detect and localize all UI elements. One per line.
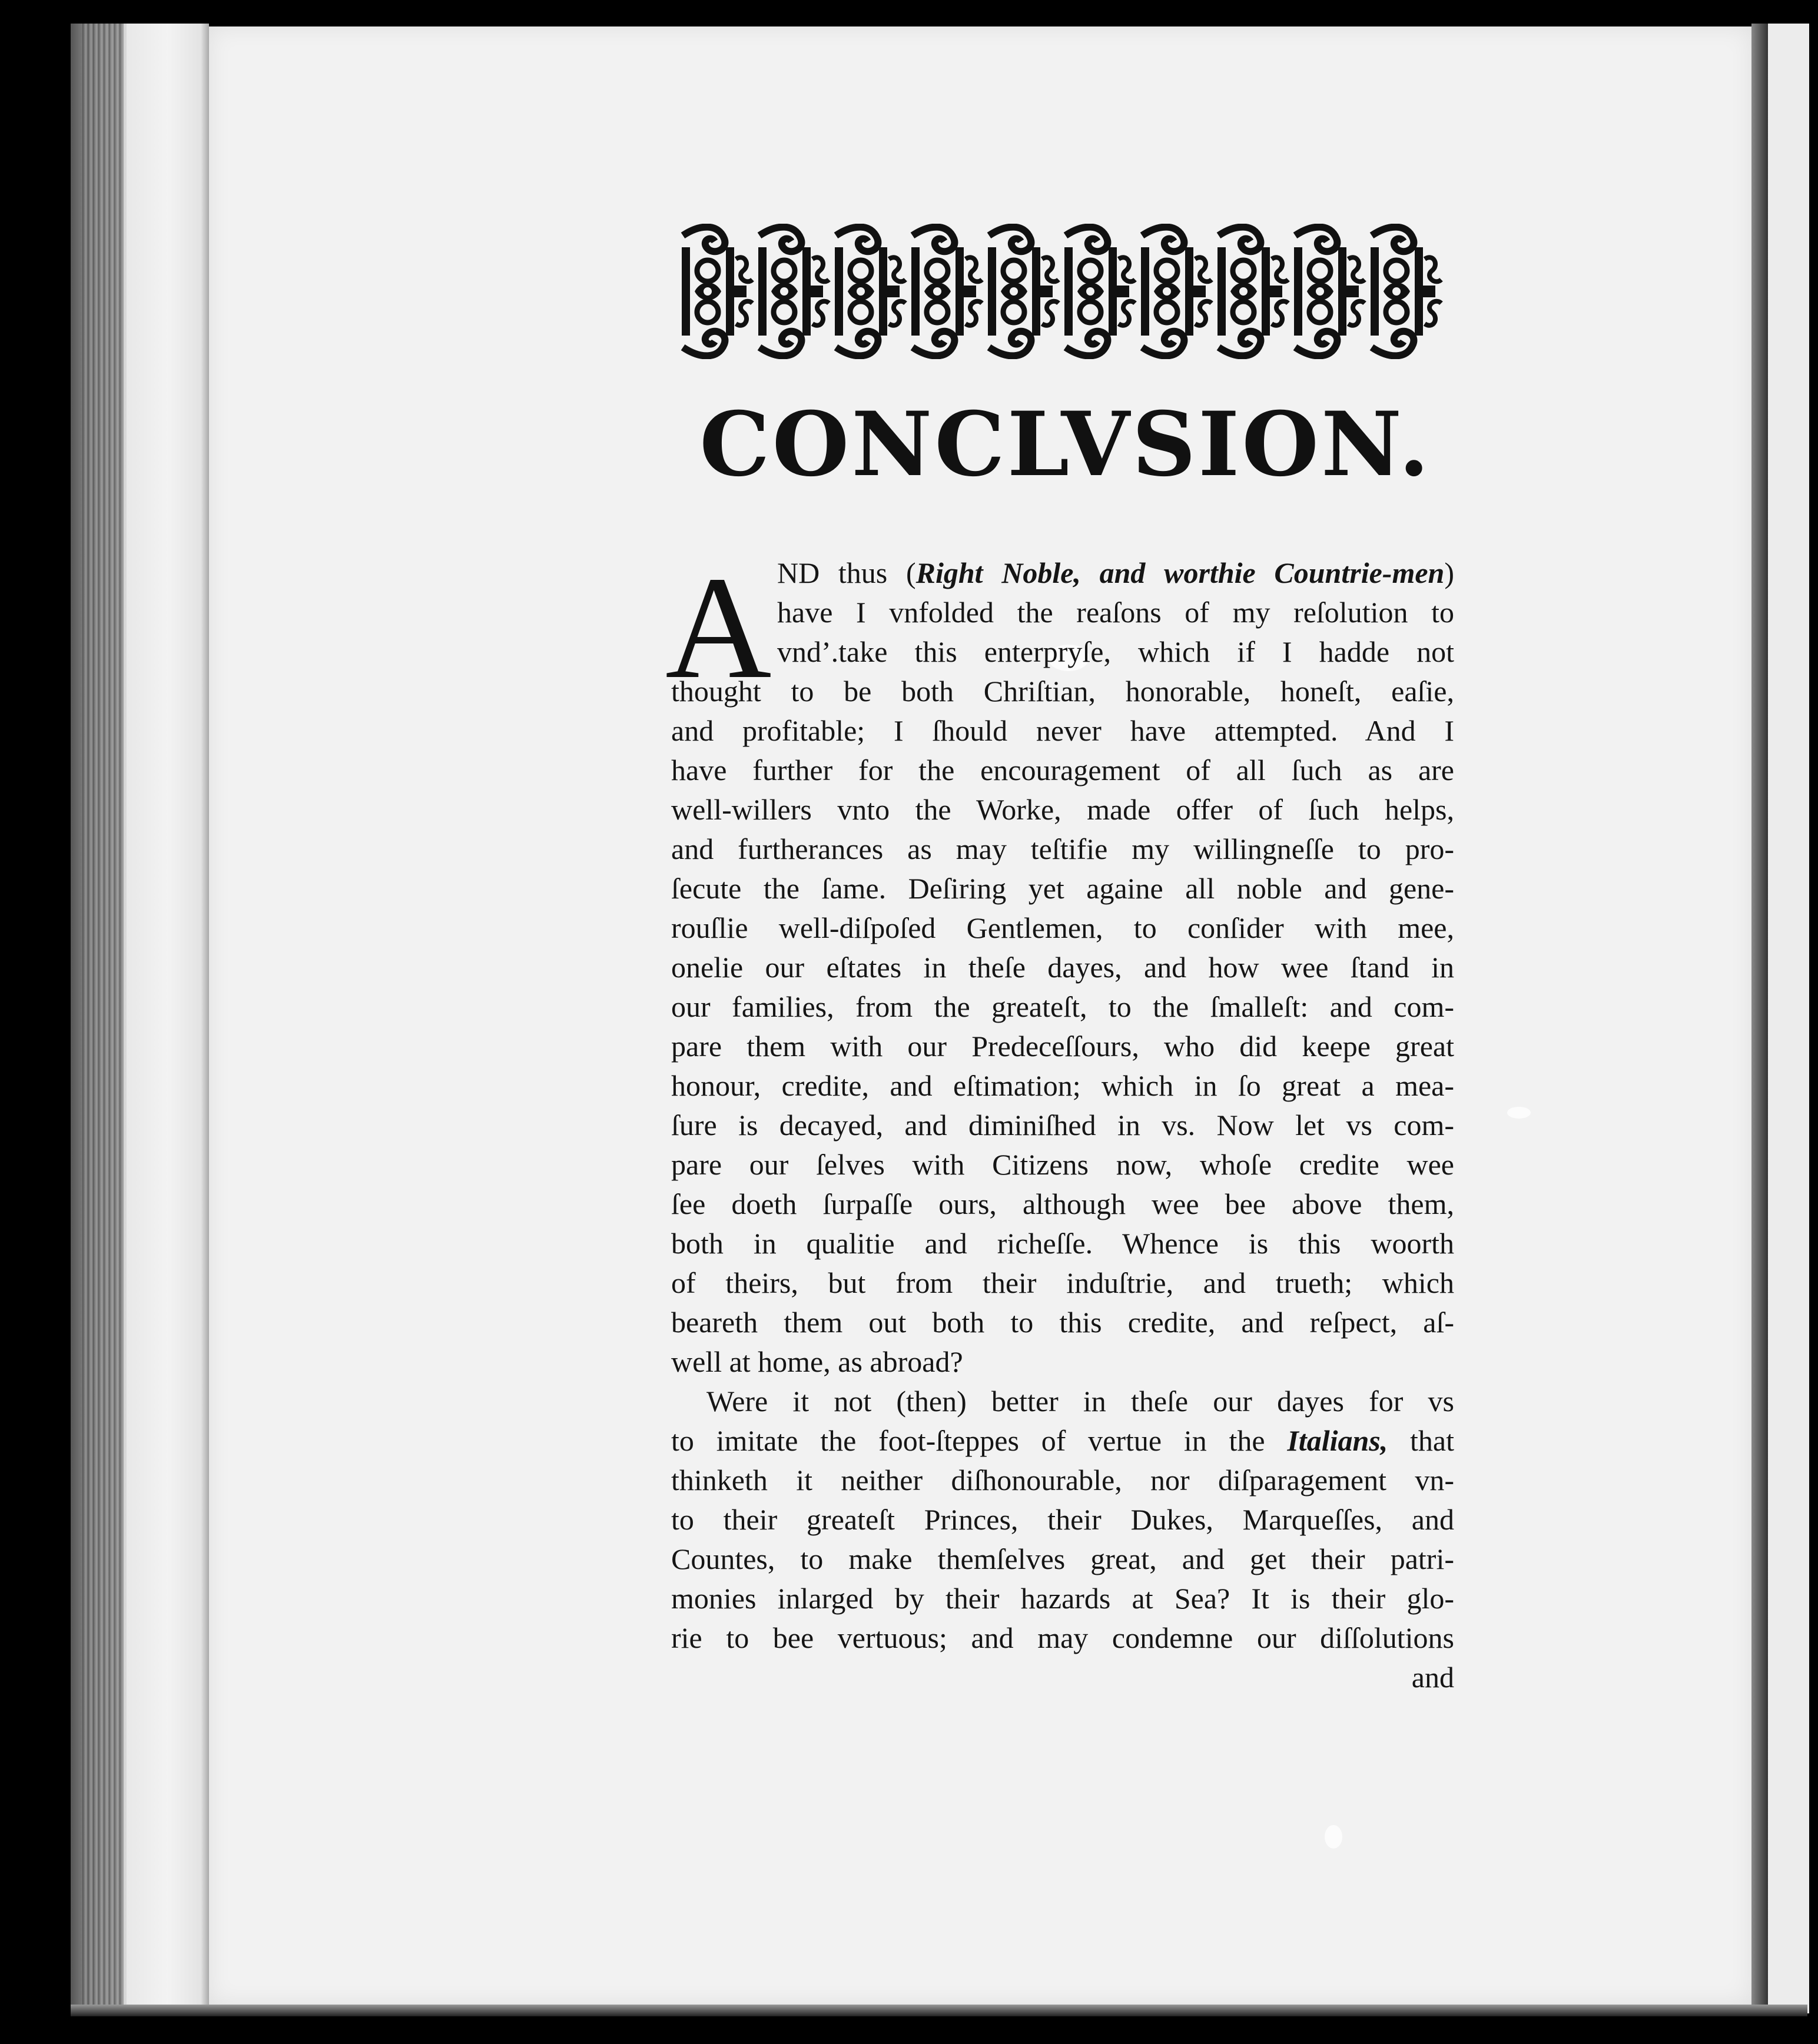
- text-line: to their greateſt Princes, their Dukes, Marqueſſes, and: [671, 1503, 1454, 1536]
- text-line: pare our ſelves with Citizens now, whoſe credite wee: [671, 1148, 1454, 1181]
- text-line: rie to bee vertuous; and may condemne our diſſolutions: [671, 1621, 1454, 1654]
- text-line: ſure is decayed, and diminiſhed in vs. Now let vs com-: [671, 1109, 1454, 1142]
- page-stack-edges: [82, 24, 124, 2013]
- text-line: ſecute the ſame. Deſiring yet againe all noble and gene-: [671, 872, 1454, 905]
- text-line: beareth them out both to this credite, and reſpect, aſ-: [671, 1306, 1454, 1339]
- text-line: thinketh it neither diſhonourable, nor diſparagement vn-: [671, 1464, 1454, 1496]
- text-line: to imitate the foot-ſteppes of vertue in the Italians, that: [671, 1424, 1454, 1457]
- text-line: pare them with our Predeceſſours, who did keepe great: [671, 1030, 1454, 1063]
- page-gutter: [127, 24, 209, 2013]
- text-line: ND thus (Right Noble, and worthie Countrie-men): [777, 556, 1454, 589]
- chapter-title: CONCLVSION.: [699, 393, 1432, 496]
- page-bottom-edge: [71, 2005, 1807, 2016]
- text-line: have I vnfolded the reaſons of my reſolution to: [777, 596, 1454, 629]
- text-line: well-willers vnto the Worke, made offer of ſuch helps,: [671, 793, 1454, 826]
- next-page-edge: [1768, 24, 1809, 2013]
- text-line: have further for the encouragement of all ſuch as are: [671, 754, 1454, 787]
- text-line: of theirs, but from their induſtrie, and trueth; which: [671, 1266, 1454, 1299]
- page-right-shadow: [1751, 24, 1768, 2013]
- text-line: Were it not (then) better in theſe our dayes for vs: [706, 1385, 1454, 1418]
- text-line: ſee doeth ſurpaſſe ours, although wee bee above them,: [671, 1187, 1454, 1220]
- drop-cap: A: [665, 546, 772, 709]
- catchword: and: [1411, 1661, 1454, 1694]
- text-line: and furtherances as may teſtifie my willingneſſe to pro-: [671, 832, 1454, 865]
- paper-blemish: [1325, 1825, 1342, 1849]
- text-line: our families, from the greateſt, to the ſmalleſt: and com-: [671, 990, 1454, 1023]
- text-line: thought to be both Chriſtian, honorable, honeſt, eaſie,: [671, 675, 1454, 708]
- text-line: Countes, to make themſelves great, and get their patri-: [671, 1542, 1454, 1575]
- text-line: well at home, as abroad?: [671, 1345, 963, 1378]
- paper-blemish: [1507, 1107, 1531, 1119]
- text-line: monies inlarged by their hazards at Sea? It is their glo-: [671, 1582, 1454, 1615]
- text-line: onelie our eſtates in theſe dayes, and how wee ſtand in: [671, 951, 1454, 984]
- ornament-headpiece-icon: [677, 224, 1448, 359]
- text-line: honour, credite, and eſtimation; which in ſo great a mea-: [671, 1069, 1454, 1102]
- body-text: [665, 546, 1454, 1697]
- text-line: and profitable; I ſhould never have attempted. And I: [671, 714, 1454, 747]
- text-line: both in qualitie and richeſſe. Whence is this woorth: [671, 1227, 1454, 1260]
- text-line: vnd’.take this enterpryſe, which if I hadde not: [777, 635, 1454, 668]
- text-line: rouſlie well-diſpoſed Gentlemen, to conſider with mee,: [671, 911, 1454, 944]
